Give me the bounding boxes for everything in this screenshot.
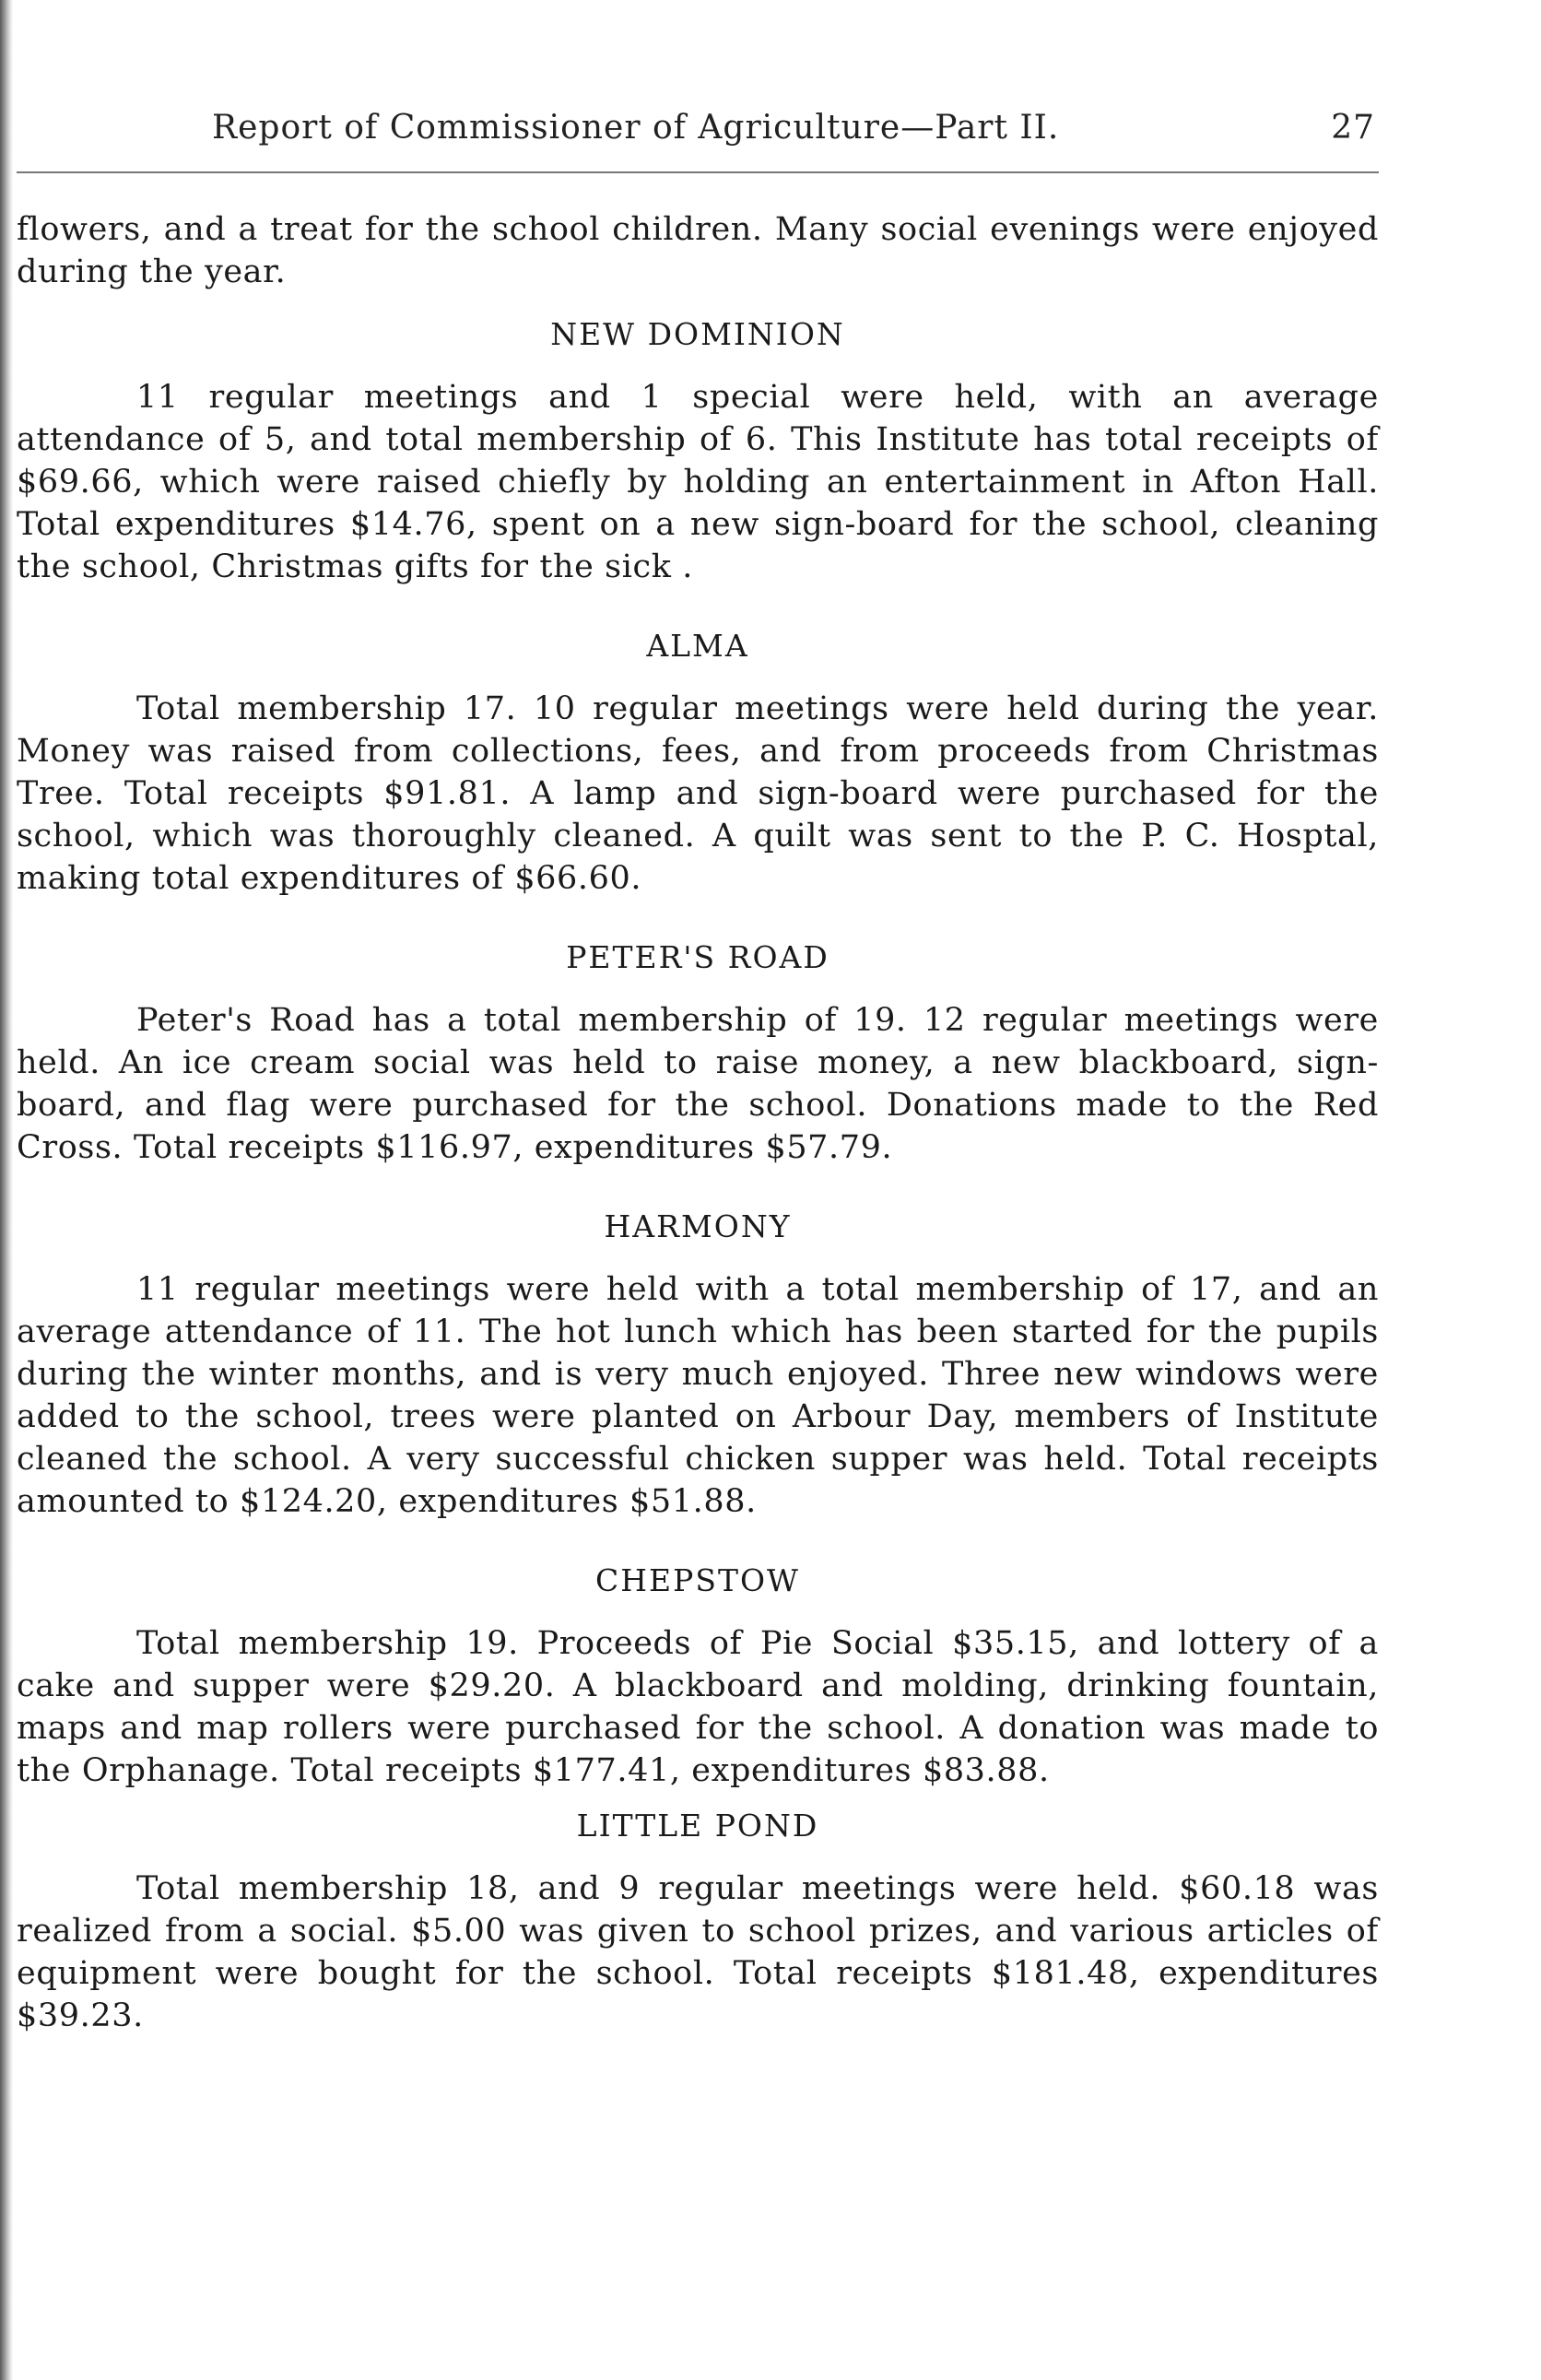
section-heading-peters-road: PETER'S ROAD xyxy=(566,939,829,975)
section-text-alma: Total membership 17. 10 regular meetings were held during the year. Money was raised from collections, fees, and from proceeds from Christmas Tree. Total receipts $91.81. A lamp and sign-board were purchased for the school, which was thoroughly cleaned. A quilt was sent to the P. C. Hosptal, making total expenditures of $66.60. xyxy=(17,690,1379,897)
section-text-little-pond: Total membership 18, and 9 regular meetings were held. $60.18 was realized from a social. $5.00 was given to school prizes, and various articles of equipment were bought for the school. Total receipts $181.48, expenditures $39.23. xyxy=(17,1870,1379,2034)
running-title: Report of Commissioner of Agriculture—Part II. xyxy=(212,109,1060,147)
section-heading-new-dominion: NEW DOMINION xyxy=(550,316,845,352)
section-text-chepstow: Total membership 19. Proceeds of Pie Social $35.15, and lottery of a cake and supper were $29.20. A blackboard and molding, drinking fountain, maps and map rollers were purchased for the school. A donation was made to the Orphanage. Total receipts $177.41, expenditures $83.88. xyxy=(17,1625,1379,1789)
section-text-peters-road: Peter's Road has a total membership of 19. 12 regular meetings were held. An ice cream social was held to raise money, a new blackboard, sign-board, and flag were purchased for the school. Donations made to the Red Cross. Total receipts $116.97, expenditures $57.79. xyxy=(17,1002,1379,1166)
section-text-new-dominion: 11 regular meetings and 1 special were held, with an average attendance of 5, and total membership of 6. This Institute has total receipts of $69.66, which were raised chiefly by holding an entertainment in Afton Hall. Total expenditures $14.76, spent on a new sign-board for the school, cleaning the school, Christmas gifts for the sick . xyxy=(17,379,1379,585)
running-header xyxy=(212,109,1375,160)
section-heading-harmony: HARMONY xyxy=(604,1208,792,1244)
section-heading-chepstow: CHEPSTOW xyxy=(595,1562,800,1598)
page-body xyxy=(17,208,1379,2037)
page-number: 27 xyxy=(1331,109,1375,147)
continued-paragraph: flowers, and a treat for the school children. Many social evenings were enjoyed during the year. xyxy=(17,211,1379,290)
section-heading-little-pond: LITTLE POND xyxy=(576,1808,819,1844)
section-text-harmony: 11 regular meetings were held with a total membership of 17, and an average attendance of 11. The hot lunch which has been started for the pupils during the winter months, and is very much enjoyed. Three new windows were added to the school, trees were planted on Arbour Day, members of Institute cleaned the school. A very successful chicken supper was held. Total receipts amounted to $124.20, expenditures $51.88. xyxy=(17,1271,1379,1520)
section-heading-alma: ALMA xyxy=(646,628,749,664)
header-rule xyxy=(17,171,1379,173)
